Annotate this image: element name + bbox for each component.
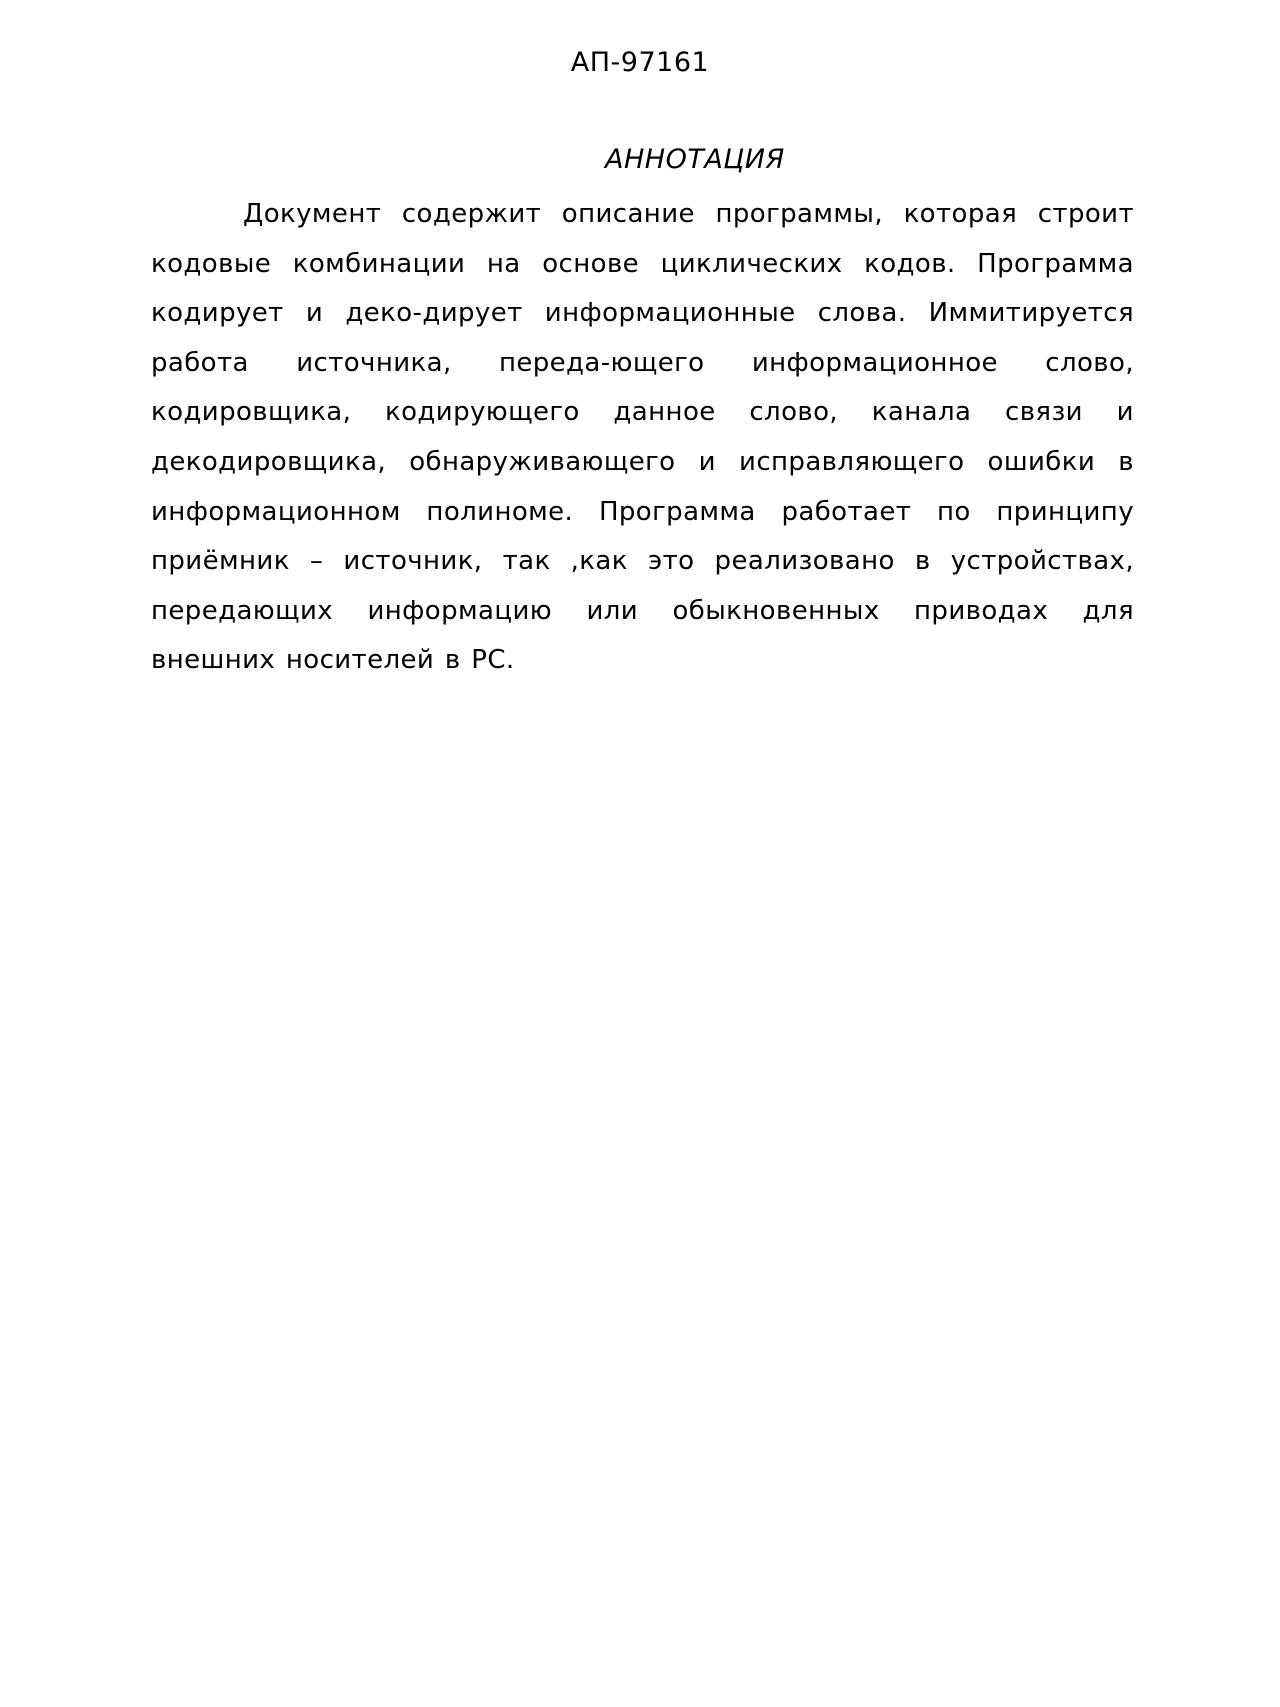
- annotation-paragraph: Документ содержит описание программы, которая строит кодовые комбинации на основе циклических кодов. Программа кодирует и деко-дирует информационные слова. Иммитируется работа источника, переда-ющего информационное слово, кодировщика, кодирующего данное слово, канала связи и декодировщика, обнаруживающего и исправляющего ошибки в информационном полиноме. Программа работает по принципу приёмник – источник, так ,как это реализовано в устройствах, передающих информацию или обыкновенных приводах для внешних носителей в PC.: [151, 199, 1134, 676]
- document-code: АП-97161: [570, 47, 710, 78]
- annotation-heading: АННОТАЦИЯ: [605, 144, 785, 175]
